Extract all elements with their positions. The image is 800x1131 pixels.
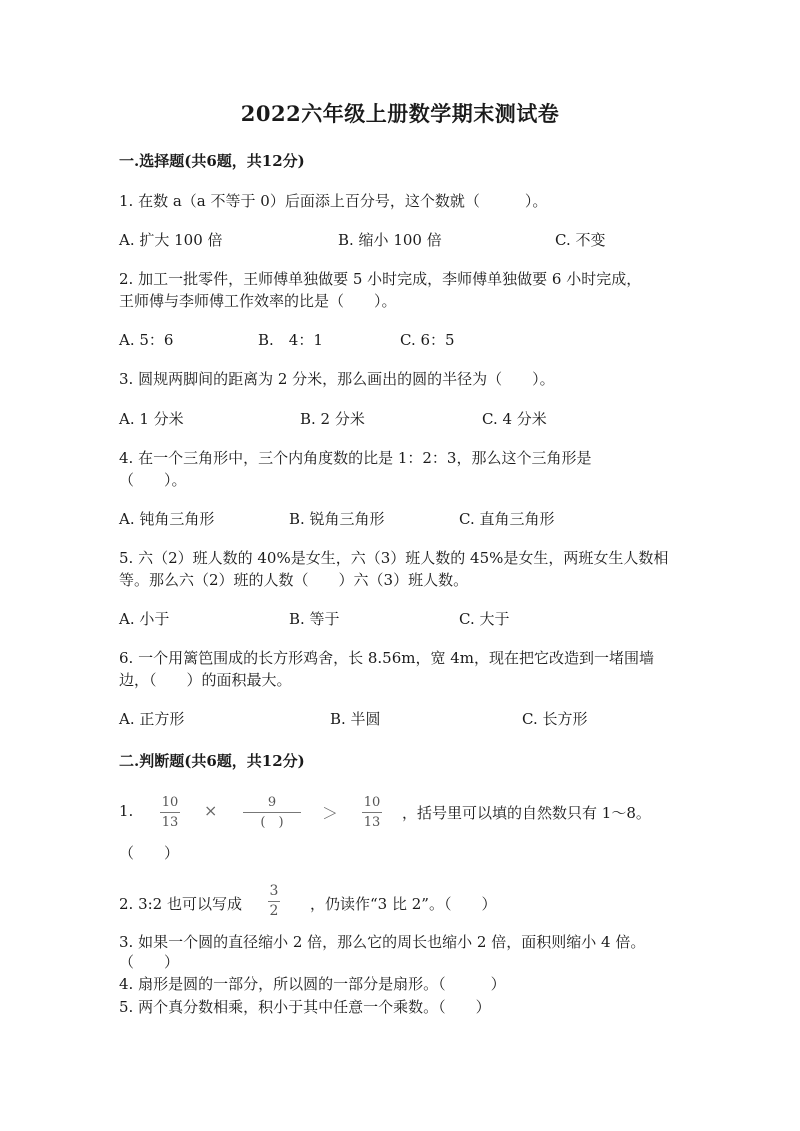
fraction-bar (362, 812, 382, 813)
fraction-bar (268, 901, 280, 902)
tf-question-2-post: ，仍读作“3 比 2”。（ ） (310, 895, 497, 913)
question-5-option-a: A. 小于 (119, 610, 170, 628)
fraction-denominator: ( ) (260, 815, 284, 830)
question-6-option-b: B. 半圆 (330, 710, 381, 728)
question-4-text-line2: （ ）。 (119, 471, 187, 489)
fraction-denominator: 2 (269, 903, 279, 919)
question-2-option-b: B. 4：1 (258, 331, 323, 349)
greater-than-symbol: ＞ (322, 804, 339, 823)
question-3-option-c: C. 4 分米 (482, 410, 547, 428)
question-1-option-a: A. 扩大 100 倍 (119, 231, 223, 249)
question-2-option-c: C. 6：5 (400, 331, 455, 349)
times-symbol: × (204, 801, 218, 820)
question-6-option-c: C. 长方形 (522, 710, 588, 728)
question-5-text-line1: 5. 六（2）班人数的 40%是女生，六（3）班人数的 45%是女生，两班女生人数相 (119, 549, 669, 567)
question-5-option-b: B. 等于 (289, 610, 340, 628)
fraction-denominator: 13 (363, 815, 381, 830)
fraction-denominator: 13 (161, 815, 179, 830)
question-1-text: 1. 在数 a（a 不等于 0）后面添上百分号，这个数就（ ）。 (119, 192, 548, 210)
question-2-option-a: A. 5：6 (119, 331, 174, 349)
tf-question-5-text: 5. 两个真分数相乘，积小于其中任意一个乘数。（ ） (119, 998, 491, 1016)
tf-question-3-text-line2: （ ） (119, 953, 180, 971)
section-heading-true-false: 二.判断题(共6题，共12分) (119, 752, 305, 770)
question-2-text-line2: 王师傅与李师傅工作效率的比是（ ）。 (119, 292, 397, 310)
question-3-option-b: B. 2 分米 (300, 410, 365, 428)
question-2-text-line1: 2. 加工一批零件，王师傅单独做要 5 小时完成，李师傅单独做要 6 小时完成， (119, 270, 642, 288)
question-5-option-c: C. 大于 (459, 610, 510, 628)
fraction-numerator: 3 (269, 883, 279, 899)
tf-question-1-answer-paren: （ ） (119, 844, 180, 862)
tf-question-2-pre: 2. 3:2 也可以写成 (119, 895, 242, 913)
question-4-option-b: B. 锐角三角形 (289, 510, 385, 528)
question-6-option-a: A. 正方形 (119, 710, 185, 728)
section-heading-choice: 一.选择题(共6题，共12分) (119, 152, 305, 170)
fraction-bar (160, 812, 180, 813)
question-4-option-c: C. 直角三角形 (459, 510, 555, 528)
fraction-bar (243, 812, 301, 813)
tf-question-4-text: 4. 扇形是圆的一部分，所以圆的一部分是扇形。（ ） (119, 975, 506, 993)
question-3-text: 3. 圆规两脚间的距离为 2 分米，那么画出的圆的半径为（ ）。 (119, 370, 555, 388)
tf-question-1-number: 1. (119, 802, 134, 820)
question-5-text-line2: 等。那么六（2）班的人数（ ）六（3）班人数。 (119, 571, 469, 589)
fraction-numerator: 10 (363, 795, 381, 810)
tf-question-1-fraction-1 (160, 795, 180, 830)
tf-question-1-fraction-2 (243, 795, 301, 830)
tf-question-3-text-line1: 3. 如果一个圆的直径缩小 2 倍，那么它的周长也缩小 2 倍，面积则缩小 4 倍。 (119, 933, 646, 951)
question-1-option-b: B. 缩小 100 倍 (338, 231, 442, 249)
question-4-text-line1: 4. 在一个三角形中，三个内角度数的比是 1：2：3，那么这个三角形是 (119, 449, 592, 467)
question-3-option-a: A. 1 分米 (119, 410, 184, 428)
question-6-text-line2: 边，（ ）的面积最大。 (119, 671, 292, 689)
tf-question-2-fraction (268, 884, 280, 919)
question-6-text-line1: 6. 一个用篱笆围成的长方形鸡舍，长 8.56m，宽 4m，现在把它改造到一堵围墙 (119, 649, 655, 667)
question-1-option-c: C. 不变 (555, 231, 606, 249)
fraction-numerator: 10 (161, 795, 179, 810)
question-4-option-a: A. 钝角三角形 (119, 510, 215, 528)
fraction-numerator: 9 (267, 795, 277, 810)
tf-question-1-tail: ，括号里可以填的自然数只有 1～8。 (402, 804, 651, 822)
tf-question-1-fraction-3 (362, 795, 382, 830)
page-title: 2022六年级上册数学期末测试卷 (240, 101, 560, 126)
